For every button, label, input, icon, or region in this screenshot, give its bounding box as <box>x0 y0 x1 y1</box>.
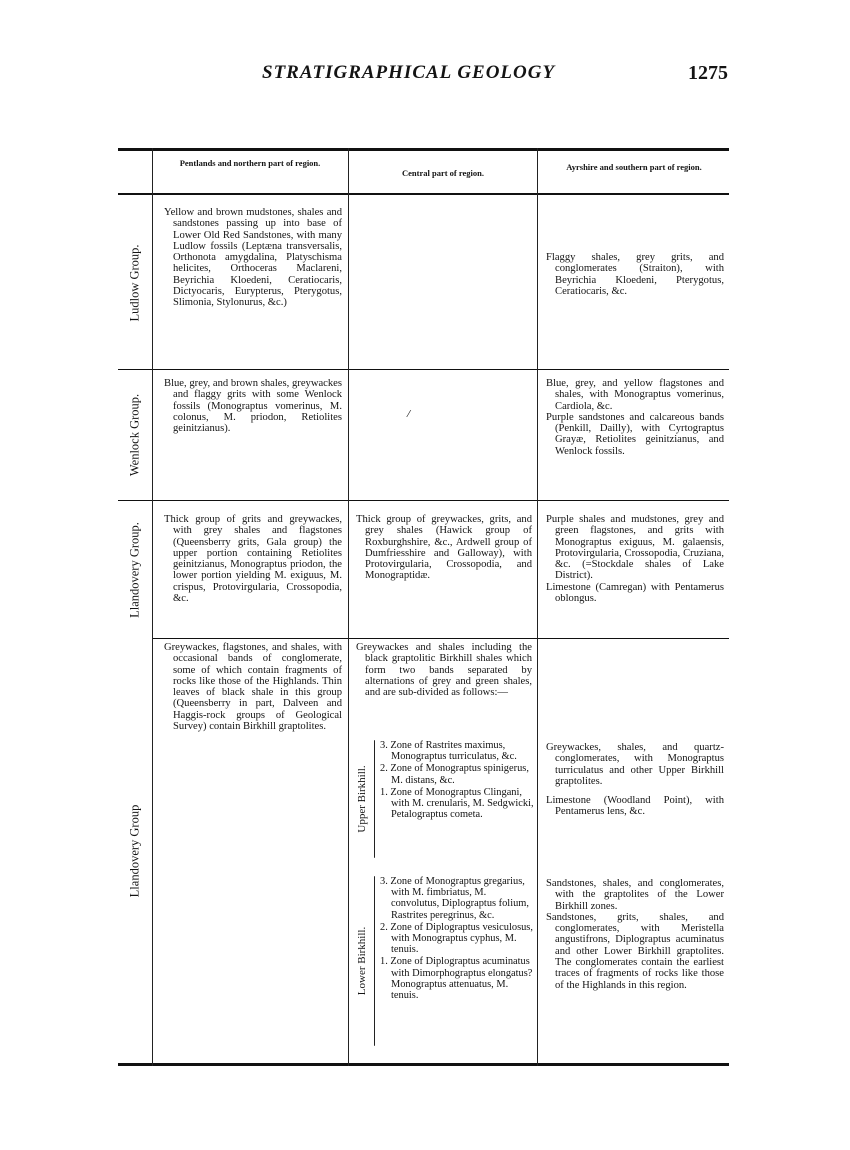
bottom-rule <box>118 1063 729 1066</box>
page-number: 1275 <box>688 62 728 84</box>
wenlock-south-cell <box>546 378 724 457</box>
south-lower-birkhill-text-2: Sandstones, grits, shales, and conglomerates, with Meristella angustifrons, Diplograptus acuminatus and other Lower Birkhill graptolites. The conglomerates contain the earliest traces of fragments of rocks like those of the Highlands in this region. <box>546 911 724 991</box>
stratigraphy-table <box>118 148 729 1068</box>
col-rule-1 <box>152 148 153 1066</box>
upper-zone-1: 1. Zone of Monograptus Clingani, with M. crenularis, M. Sedgwicki, Petalograptus cometa. <box>380 786 534 821</box>
ludlow-north-cell <box>164 207 342 309</box>
row-label-llandovery-upper: Llandovery Group. <box>127 521 142 618</box>
wenlock-north-text: Blue, grey, and brown shales, greywackes and flaggy grits with some Wenlock fossils (Monograptus vomerinus, M. colonus, M. priodon, Retiolites geinitzianus). <box>164 378 342 435</box>
row-label-wenlock: Wenlock Group. <box>127 393 142 477</box>
running-head: STRATIGRAPHICAL GEOLOGY <box>262 62 556 83</box>
lower-birkhill-label: Lower Birkhill. <box>356 926 368 996</box>
ludlow-north-text: Yellow and brown mudstones, shales and sandstones passing up into base of Lower Old Red Sandstones, with many Ludlow fossils (Leptæna transversalis, Orthonota amygdalina, Platyschisma helicites, Orthoceras Maclareni, Beyrichia Kloedeni, Ceratiocaris, Dictyocaris, Eurypterus, Pterygotus, Slimonia, Stylonurus, &c.) <box>164 207 342 309</box>
column-header-central: Central part of region. <box>402 168 484 178</box>
row-label-llandovery-lower: Llandovery Group <box>127 804 142 898</box>
upper-birkhill-label: Upper Birkhill. <box>356 765 368 833</box>
llandovery-upper-central-cell <box>356 514 532 582</box>
south-upper-birkhill-text-2: Limestone (Woodland Point), with Pentamerus lens, &c. <box>546 795 724 818</box>
page-header <box>0 62 850 92</box>
column-header-north: Pentlands and northern part of region. <box>179 158 321 168</box>
llandovery-upper-north-text: Thick group of grits and greywackes, with grey shales and flagstones (Queensberry grits, Gala group) the upper portion containing Retiolites geinitzianus, Monograptus priodon, the lower portion yielding M. exiguus, M. crispus, Protovirgularia, Crossopodia, &c. <box>164 514 342 605</box>
south-lower-birkhill-text-1: Sandstones, shales, and conglomerates, with the graptolites of the Lower Birkhill zones. <box>546 878 724 912</box>
llandovery-lower-central-intro <box>356 642 532 698</box>
row-rule-wenlock <box>118 500 729 501</box>
llandovery-upper-north-cell <box>164 514 342 604</box>
top-rule <box>118 148 729 151</box>
upper-birkhill-brace <box>374 740 375 858</box>
llandovery-lower-north-cell <box>164 642 342 732</box>
upper-zone-2: 2. Zone of Monograptus spinigerus, M. distans, &c. <box>380 763 529 786</box>
llandovery-lower-south-lower-cell <box>546 878 724 991</box>
upper-zone-3: 3. Zone of Rastrites maximus, Monograptus turriculatus, &c. <box>380 740 517 763</box>
birkhill-intro-text: Greywackes and shales including the black graptolitic Birkhill shales which form two bands separated by alternations of grey and green shales, and are sub-divided as follows:— <box>356 642 532 699</box>
llandovery-upper-central-text: Thick group of greywackes, grits, and grey shales (Hawick group of Roxburghshire, &c., Ardwell group of Dumfriesshire and Galloway), with Protovirgularia, Crossopodia, and Monograptidæ. <box>356 514 532 582</box>
column-header-south: Ayrshire and southern part of region. <box>566 162 702 172</box>
upper-birkhill-zones <box>380 740 536 821</box>
lower-birkhill-brace <box>374 876 375 1046</box>
wenlock-south-text-2: Purple sandstones and calcareous bands (Penkill, Dailly), with Cyrtograptus Grayæ, Retiolites geinitzianus, and Wenlock fossils. <box>546 411 724 457</box>
llandovery-upper-south-cell <box>546 514 724 604</box>
row-label-ludlow: Ludlow Group. <box>127 243 142 322</box>
row-rule-ludlow <box>118 369 729 370</box>
row-rule-llandovery <box>152 638 729 639</box>
llandovery-upper-south-text-1: Purple shales and mudstones, grey and green flagstones, and grits with Monograptus exiguus, M. galaensis, Protovirgularia, Crossopodia, Cruziana, &c. (=Stockdale shales of Lake District). <box>546 514 724 582</box>
lower-zone-1: 1. Zone of Diplograptus acuminatus with Dimorphograptus elongatus? Monograptus attenuatus, M. tenuis. <box>380 956 533 1002</box>
ludlow-south-text: Flaggy shales, grey grits, and conglomerates (Straiton), with Beyrichia Kloedeni, Pterygotus, Ceratiocaris, &c. <box>546 252 724 297</box>
lower-zone-3: 3. Zone of Monograptus gregarius, with M. fimbriatus, M. convolutus, Diplograptus folium, Rastrites peregrinus, &c. <box>380 876 529 921</box>
col-rule-3 <box>537 148 538 1066</box>
lower-birkhill-zones <box>380 876 536 1002</box>
header-rule <box>118 193 729 195</box>
south-upper-birkhill-text-1: Greywackes, shales, and quartz-conglomerates, with Monograptus turriculatus and other Upper Birkhill graptolites. <box>546 742 724 787</box>
ludlow-south-cell <box>546 252 724 297</box>
llandovery-lower-south-upper-cell <box>546 742 724 818</box>
col-rule-2 <box>348 148 349 1066</box>
wenlock-north-cell <box>164 378 342 434</box>
lower-zone-2: 2. Zone of Diplograptus vesiculosus, with Monograptus cyphus, M. tenuis. <box>380 921 533 956</box>
llandovery-lower-north-text: Greywackes, flagstones, and shales, with occasional bands of conglomerate, some of which contain fragments of rocks like those of the Highlands. Thin leaves of black shale in this group (Queensberry in part, Dalveen and Haggis-rock groups of Geological Survey) contain Birkhill graptolites. <box>164 642 342 733</box>
wenlock-south-text-1: Blue, grey, and yellow flagstones and shales, with Monograptus vomerinus, Cardiola, &c. <box>546 378 724 412</box>
stray-mark: ⁄ <box>408 410 410 420</box>
llandovery-upper-south-text-2: Limestone (Camregan) with Pentamerus oblongus. <box>546 581 724 605</box>
